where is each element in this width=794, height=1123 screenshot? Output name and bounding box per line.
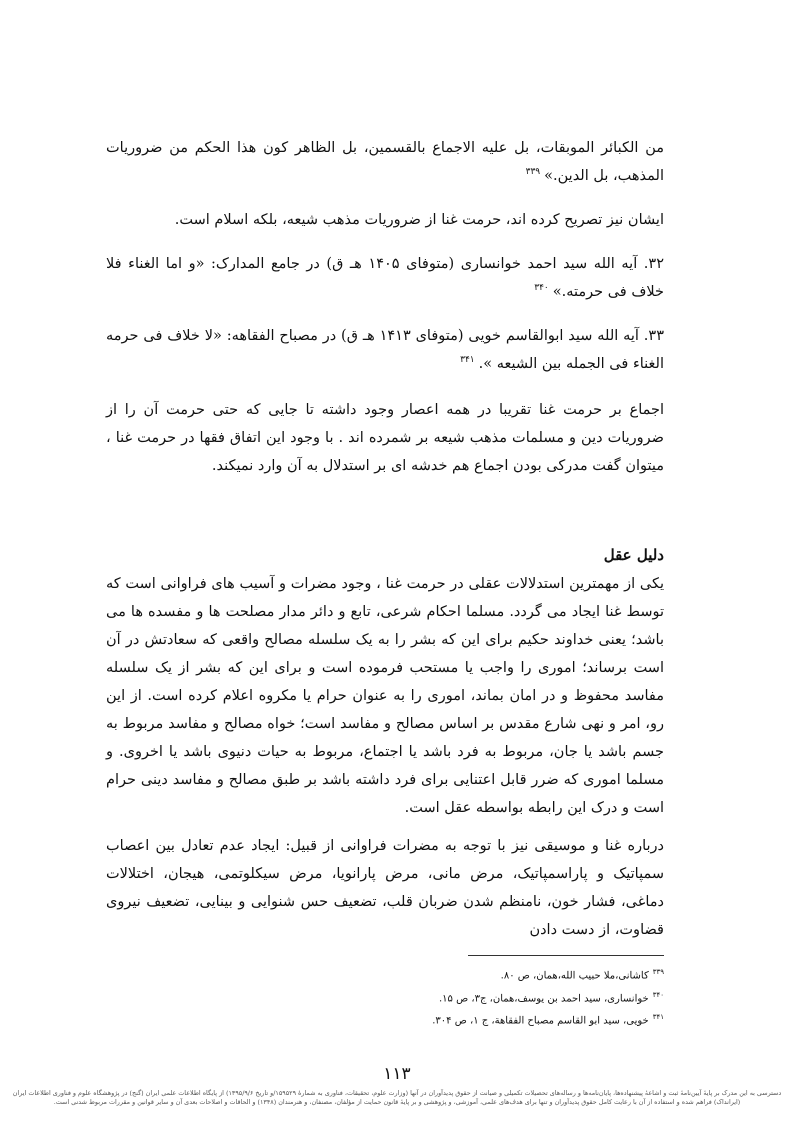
quote-text: ۳۲. آیه الله سید احمد خوانساری (متوفای ۱۴۰۵ هـ ق) در جامع المدارک: «و اما الغناء فلا خلاف فی حرمته.»: [106, 256, 664, 300]
paragraph-text: اجماع بر حرمت غنا تقریبا در همه اعصار وجود داشته تا جایی که حتی حرمت آن را از ضروریات دین و مسلمات مذهب شیعه بر شمرده اند . با وجود این اتفاق فقها در حرمت غنا ، میتوان گفت مدرکی بودن اجماع هم خدشه ای بر استدلال به آن وارد نمیکند.: [106, 402, 664, 474]
footnote-number: ۳۴۱: [652, 1013, 664, 1021]
quote-paragraph-khoei: [106, 322, 664, 378]
footnote: [439, 987, 664, 1007]
footnote-text: خویی، سید ابو القاسم مصباح الفقاهة، ج ۱، ص ۳۰۴.: [432, 1015, 649, 1027]
footnote: [501, 964, 664, 984]
footnote-ref: ۳۴۱: [460, 355, 475, 366]
paragraph-text: یکی از مهمترین استدلالات عقلی در حرمت غنا ، وجود مضرات و آسیب های فراوانی است که توسط غنا ایجاد می گردد. مسلما احکام شرعی، تابع و دائر مدار مصلحت ها و مفسده ها می باشد؛ یعنی خداوند حکیم برای این که بشر را به یک سلسله مصالح واقعی که سعادتش در آن است برساند؛ اموری را واجب یا مستحب فرموده است و برای این که بشر از یک سلسله مفاسد محفوظ و در امان بماند، اموری را به عنوان حرام یا مکروه اعلام کرده است. از این رو، امر و نهی شارع مقدس بر اساس مصالح و مفاسد است؛ خواه مصالح و مفاسد مربوط به جسم باشد یا جان، مربوط به فرد باشد یا اجتماع، مربوط به حیات دنیوی باشد یا اخروی. و مسلما اموری که ضرر قابل اعتنایی برای فرد داشته باشد بر طبق مصالح و مفاسد دینی حرام است و درک این رابطه بواسطه عقل است.: [106, 576, 664, 816]
page-number: ۱۱۳: [383, 1064, 411, 1084]
repository-credit-notice: دسترسی به این مدرک بر پایهٔ آیین‌نامهٔ ثبت و اشاعهٔ پیشنهاده‌ها، پایان‌نامه‌ها و رساله‌های تحصیلات تکمیلی و صیانت از حقوق پدیدآوران در آنها (وزارت علوم، تحقیقات، فناوری به شمارهٔ ۱۵۹۵۲۹/و تاریخ ۱۳۹۵/۹/۶) از پایگاه اطلاعات علمی ایران (گنج) در پژوهشگاه علوم و فناوری اطلاعات ایران (ایرانداک) فراهم شده و استفاده از آن با رعایت کامل حقوق پدیدآوران و تنها برای هدف‌های علمی، آموزشی، و پژوهشی و بر پایهٔ قانون حمایت از مؤلفان، مصنفان، و هنرمندان (۱۳۴۸) و الحاقات و اصلاحات بعدی آن و سایر قوانین و مقررات مربوط شدنی است.: [12, 1089, 782, 1106]
footnote-ref: ۳۴۰: [534, 283, 549, 294]
quote-paragraph-kashani: [106, 134, 664, 190]
footnote-ref: ۳۳۹: [525, 167, 541, 178]
paragraph-reason-intellect: [106, 570, 664, 822]
footnote-text: کاشانی،ملا حبیب الله،همان، ص ۸۰.: [500, 970, 649, 982]
paragraph-consensus: [106, 206, 664, 234]
footnote-number: ۳۳۹: [652, 968, 664, 976]
paragraph-text: ایشان نیز تصریح کرده اند، حرمت غنا از ضروریات مذهب شیعه، بلکه اسلام است.: [174, 212, 664, 228]
quote-text: ۳۳. آیه الله سید ابوالقاسم خویی (متوفای ۱۴۱۳ هـ ق) در مصباح الفقاهه: «لا خلاف فی حرمه الغناء فی الجمله بین الشیعه ».: [106, 328, 664, 372]
footnote: [432, 1009, 664, 1029]
paragraph-music-harms: [106, 832, 664, 944]
footnote-divider: [468, 955, 664, 956]
footnote-text: خوانساری، سید احمد بن یوسف،همان، ج۳، ص ۱۵.: [438, 993, 649, 1005]
quote-paragraph-khansari: [106, 250, 664, 306]
section-heading: دلیل عقل: [603, 546, 664, 564]
footnote-number: ۳۴۰: [652, 991, 664, 999]
paragraph-consensus-summary: [106, 396, 664, 480]
quote-text: من الكبائر الموبقات، بل عليه الاجماع بالقسمين، بل الظاهر كون هذا الحكم من ضروريات المذهب، بل الدين.»: [106, 140, 664, 184]
paragraph-text: درباره غنا و موسیقی نیز با توجه به مضرات فراوانی از قبیل: ایجاد عدم تعادل بین اعصاب سمپاتیک و پاراسمپاتیک، مرض مانی، مرض پارانویا، مرض سیکلوتمی، هیجان، اختلالات دماغی، فشار خون، نامنظم شدن ضربان قلب، تضعیف حس شنوایی و بینایی، تضعیف نیروی قضاوت، از دست دادن: [106, 838, 664, 938]
